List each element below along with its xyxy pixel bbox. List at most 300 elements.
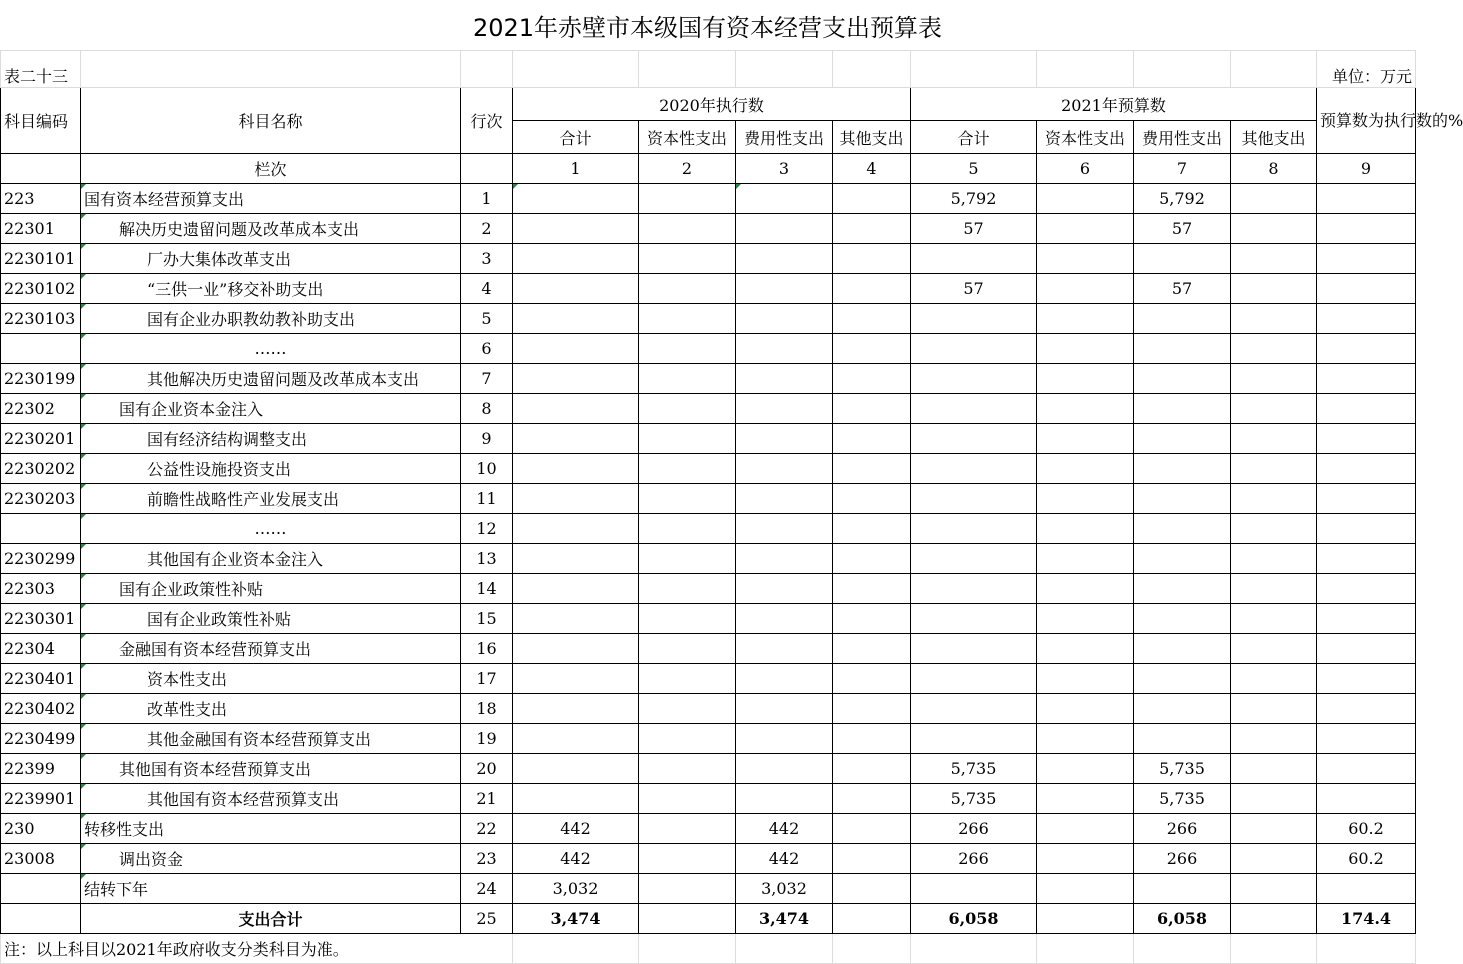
cell-2020-expense[interactable] xyxy=(736,334,833,364)
cell-ratio[interactable]: 60.2 xyxy=(1317,814,1416,844)
cell-2021-other[interactable] xyxy=(1231,574,1317,604)
subject-code[interactable]: 2230402 xyxy=(1,694,81,724)
cell-2020-total[interactable] xyxy=(513,574,639,604)
cell-2021-capital[interactable] xyxy=(1037,754,1134,784)
cell-ratio[interactable] xyxy=(1317,484,1416,514)
row-number[interactable]: 11 xyxy=(461,484,513,514)
subject-name[interactable]: 转移性支出 xyxy=(81,814,461,844)
subject-name[interactable]: 改革性支出 xyxy=(81,694,461,724)
cell-2020-other[interactable] xyxy=(833,304,911,334)
cell-2021-other[interactable] xyxy=(1231,184,1317,214)
cell-2021-total[interactable] xyxy=(911,244,1037,274)
cell-2020-capital[interactable] xyxy=(639,214,736,244)
subject-name[interactable]: …… xyxy=(81,334,461,364)
cell-2020-other[interactable] xyxy=(833,394,911,424)
subject-name[interactable]: 公益性设施投资支出 xyxy=(81,454,461,484)
cell-2020-expense[interactable] xyxy=(736,724,833,754)
subject-code[interactable]: 2230102 xyxy=(1,274,81,304)
total-2020-capital[interactable] xyxy=(639,904,736,934)
cell-2020-other[interactable] xyxy=(833,814,911,844)
total-2021-total[interactable]: 6,058 xyxy=(911,904,1037,934)
cell-2020-expense[interactable]: 442 xyxy=(736,844,833,874)
cell-2020-expense[interactable] xyxy=(736,304,833,334)
cell-2020-capital[interactable] xyxy=(639,664,736,694)
row-number[interactable]: 17 xyxy=(461,664,513,694)
cell-2020-capital[interactable] xyxy=(639,814,736,844)
cell-2021-other[interactable] xyxy=(1231,724,1317,754)
cell-2020-total[interactable]: 3,032 xyxy=(513,874,639,904)
cell-2021-expense[interactable] xyxy=(1134,484,1231,514)
cell-2020-other[interactable] xyxy=(833,244,911,274)
subject-code[interactable]: 2230201 xyxy=(1,424,81,454)
subject-name[interactable]: 其他金融国有资本经营预算支出 xyxy=(81,724,461,754)
subject-name[interactable]: 国有资本经营预算支出 xyxy=(81,184,461,214)
cell-ratio[interactable] xyxy=(1317,694,1416,724)
cell-2020-capital[interactable] xyxy=(639,364,736,394)
cell-ratio[interactable] xyxy=(1317,364,1416,394)
cell-2021-other[interactable] xyxy=(1231,214,1317,244)
cell-2020-total[interactable] xyxy=(513,784,639,814)
subject-code[interactable]: 223 xyxy=(1,184,81,214)
subject-code[interactable]: 23008 xyxy=(1,844,81,874)
subject-code[interactable] xyxy=(1,874,81,904)
cell-2020-total[interactable]: 442 xyxy=(513,844,639,874)
subject-code[interactable]: 2230401 xyxy=(1,664,81,694)
cell-2021-total[interactable] xyxy=(911,334,1037,364)
cell-2021-capital[interactable] xyxy=(1037,394,1134,424)
cell-2020-expense[interactable] xyxy=(736,664,833,694)
cell-ratio[interactable] xyxy=(1317,334,1416,364)
cell-ratio[interactable] xyxy=(1317,274,1416,304)
cell-2020-capital[interactable] xyxy=(639,304,736,334)
cell-2021-capital[interactable] xyxy=(1037,424,1134,454)
cell-2021-capital[interactable] xyxy=(1037,604,1134,634)
total-ratio[interactable]: 174.4 xyxy=(1317,904,1416,934)
subject-name[interactable]: 国有企业资本金注入 xyxy=(81,394,461,424)
row-number[interactable]: 14 xyxy=(461,574,513,604)
cell-2020-expense[interactable] xyxy=(736,244,833,274)
cell-2020-capital[interactable] xyxy=(639,874,736,904)
total-2020-other[interactable] xyxy=(833,904,911,934)
row-number[interactable]: 13 xyxy=(461,544,513,574)
cell-2021-total[interactable] xyxy=(911,484,1037,514)
cell-ratio[interactable] xyxy=(1317,754,1416,784)
cell-2020-total[interactable] xyxy=(513,334,639,364)
row-number[interactable]: 6 xyxy=(461,334,513,364)
subject-name[interactable]: 结转下年 xyxy=(81,874,461,904)
cell-2021-capital[interactable] xyxy=(1037,544,1134,574)
row-number[interactable]: 2 xyxy=(461,214,513,244)
cell-2021-other[interactable] xyxy=(1231,244,1317,274)
cell-2021-other[interactable] xyxy=(1231,874,1317,904)
cell-2020-other[interactable] xyxy=(833,664,911,694)
cell-2021-other[interactable] xyxy=(1231,544,1317,574)
cell-2020-other[interactable] xyxy=(833,484,911,514)
cell-2021-expense[interactable] xyxy=(1134,604,1231,634)
cell-2021-total[interactable] xyxy=(911,544,1037,574)
row-number[interactable]: 10 xyxy=(461,454,513,484)
subject-name[interactable]: 其他国有资本经营预算支出 xyxy=(81,754,461,784)
cell-2021-expense[interactable]: 266 xyxy=(1134,844,1231,874)
cell-2021-other[interactable] xyxy=(1231,334,1317,364)
cell-2021-capital[interactable] xyxy=(1037,364,1134,394)
cell-2021-expense[interactable] xyxy=(1134,304,1231,334)
cell-2020-capital[interactable] xyxy=(639,724,736,754)
cell-2020-capital[interactable] xyxy=(639,394,736,424)
cell-2020-total[interactable] xyxy=(513,454,639,484)
cell-2020-capital[interactable] xyxy=(639,184,736,214)
cell-2021-capital[interactable] xyxy=(1037,244,1134,274)
cell-2021-other[interactable] xyxy=(1231,694,1317,724)
total-2021-other[interactable] xyxy=(1231,904,1317,934)
cell-2020-capital[interactable] xyxy=(639,514,736,544)
row-number[interactable]: 7 xyxy=(461,364,513,394)
cell-2021-total[interactable]: 5,792 xyxy=(911,184,1037,214)
cell-2020-total[interactable] xyxy=(513,514,639,544)
cell-2020-other[interactable] xyxy=(833,424,911,454)
subject-name[interactable]: 国有经济结构调整支出 xyxy=(81,424,461,454)
cell-2020-other[interactable] xyxy=(833,724,911,754)
cell-2020-expense[interactable] xyxy=(736,544,833,574)
cell-ratio[interactable] xyxy=(1317,304,1416,334)
cell-2020-other[interactable] xyxy=(833,274,911,304)
row-number[interactable]: 3 xyxy=(461,244,513,274)
subject-name[interactable]: …… xyxy=(81,514,461,544)
cell-2020-other[interactable] xyxy=(833,574,911,604)
cell-2021-expense[interactable] xyxy=(1134,334,1231,364)
row-number[interactable]: 15 xyxy=(461,604,513,634)
cell-2021-capital[interactable] xyxy=(1037,454,1134,484)
cell-ratio[interactable] xyxy=(1317,394,1416,424)
subject-code[interactable]: 2230202 xyxy=(1,454,81,484)
cell-2021-expense[interactable] xyxy=(1134,544,1231,574)
header-2020-total: 合计 xyxy=(513,121,639,154)
cell-2021-expense[interactable] xyxy=(1134,694,1231,724)
cell-2020-total[interactable] xyxy=(513,724,639,754)
subject-code[interactable]: 22304 xyxy=(1,634,81,664)
row-number[interactable]: 24 xyxy=(461,874,513,904)
cell-ratio[interactable] xyxy=(1317,454,1416,484)
cell-2020-other[interactable] xyxy=(833,634,911,664)
cell-2020-expense[interactable] xyxy=(736,394,833,424)
cell-2020-expense[interactable] xyxy=(736,424,833,454)
subject-code[interactable]: 2230101 xyxy=(1,244,81,274)
cell-2021-expense[interactable]: 57 xyxy=(1134,274,1231,304)
cell-2020-other[interactable] xyxy=(833,874,911,904)
cell-2020-expense[interactable] xyxy=(736,754,833,784)
subject-name[interactable]: 其他国有资本经营预算支出 xyxy=(81,784,461,814)
cell-2021-capital[interactable] xyxy=(1037,514,1134,544)
cell-2020-total[interactable] xyxy=(513,544,639,574)
cell-2020-expense[interactable] xyxy=(736,604,833,634)
subject-code[interactable] xyxy=(1,514,81,544)
cell-2020-total[interactable] xyxy=(513,754,639,784)
row-number[interactable]: 20 xyxy=(461,754,513,784)
cell-2021-capital[interactable] xyxy=(1037,304,1134,334)
cell-2020-capital[interactable] xyxy=(639,604,736,634)
cell-2020-capital[interactable] xyxy=(639,754,736,784)
cell-2021-capital[interactable] xyxy=(1037,274,1134,304)
cell-2020-capital[interactable] xyxy=(639,334,736,364)
cell-2021-other[interactable] xyxy=(1231,364,1317,394)
row-number[interactable]: 21 xyxy=(461,784,513,814)
cell-2021-total[interactable] xyxy=(911,604,1037,634)
cell-2021-capital[interactable] xyxy=(1037,814,1134,844)
cell-2021-expense[interactable] xyxy=(1134,424,1231,454)
subject-name[interactable]: “三供一业”移交补助支出 xyxy=(81,274,461,304)
cell-2020-other[interactable] xyxy=(833,544,911,574)
cell-2020-total[interactable] xyxy=(513,274,639,304)
cell-2020-total[interactable] xyxy=(513,694,639,724)
subject-name[interactable]: 国有企业办职教幼教补助支出 xyxy=(81,304,461,334)
cell-2021-total[interactable] xyxy=(911,424,1037,454)
cell-2021-expense[interactable] xyxy=(1134,364,1231,394)
cell-ratio[interactable] xyxy=(1317,634,1416,664)
cell-2020-other[interactable] xyxy=(833,514,911,544)
cell-2021-other[interactable] xyxy=(1231,844,1317,874)
cell-2020-expense[interactable]: 3,032 xyxy=(736,874,833,904)
cell-ratio[interactable] xyxy=(1317,214,1416,244)
cell-2021-expense[interactable] xyxy=(1134,724,1231,754)
cell-ratio[interactable] xyxy=(1317,784,1416,814)
cell-ratio[interactable] xyxy=(1317,244,1416,274)
cell-2020-expense[interactable] xyxy=(736,784,833,814)
cell-2021-expense[interactable] xyxy=(1134,394,1231,424)
cell-2021-expense[interactable] xyxy=(1134,454,1231,484)
header-2021-other: 其他支出 xyxy=(1231,121,1317,154)
cell-2021-total[interactable]: 5,735 xyxy=(911,754,1037,784)
row-number[interactable]: 12 xyxy=(461,514,513,544)
cell-2021-capital[interactable] xyxy=(1037,694,1134,724)
subject-code[interactable]: 2239901 xyxy=(1,784,81,814)
cell-2020-total[interactable] xyxy=(513,424,639,454)
cell-2020-other[interactable] xyxy=(833,844,911,874)
cell-2020-capital[interactable] xyxy=(639,274,736,304)
row-number[interactable]: 19 xyxy=(461,724,513,754)
cell-2020-other[interactable] xyxy=(833,604,911,634)
subject-name[interactable]: 前瞻性战略性产业发展支出 xyxy=(81,484,461,514)
cell-2021-total[interactable] xyxy=(911,304,1037,334)
cell-2020-expense[interactable] xyxy=(736,454,833,484)
cell-2021-total[interactable] xyxy=(911,724,1037,754)
cell-2020-expense[interactable] xyxy=(736,184,833,214)
cell-2021-expense[interactable] xyxy=(1134,514,1231,544)
subject-code[interactable]: 22302 xyxy=(1,394,81,424)
subject-name[interactable]: 其他国有企业资本金注入 xyxy=(81,544,461,574)
cell-2020-total[interactable]: 442 xyxy=(513,814,639,844)
subject-code[interactable]: 22303 xyxy=(1,574,81,604)
cell-2021-other[interactable] xyxy=(1231,454,1317,484)
row-number[interactable]: 9 xyxy=(461,424,513,454)
cell-2020-total[interactable] xyxy=(513,364,639,394)
cell-2020-capital[interactable] xyxy=(639,784,736,814)
cell-2021-capital[interactable] xyxy=(1037,724,1134,754)
cell-2021-other[interactable] xyxy=(1231,784,1317,814)
cell-ratio[interactable] xyxy=(1317,544,1416,574)
subject-code[interactable]: 230 xyxy=(1,814,81,844)
total-2021-capital[interactable] xyxy=(1037,904,1134,934)
subject-name[interactable]: 解决历史遗留问题及改革成本支出 xyxy=(81,214,461,244)
cell-2020-total[interactable] xyxy=(513,484,639,514)
cell-2021-capital[interactable] xyxy=(1037,334,1134,364)
cell-2020-capital[interactable] xyxy=(639,244,736,274)
cell-2020-capital[interactable] xyxy=(639,844,736,874)
row-number[interactable]: 5 xyxy=(461,304,513,334)
cell-2020-other[interactable] xyxy=(833,454,911,484)
cell-2021-total[interactable] xyxy=(911,574,1037,604)
cell-2021-capital[interactable] xyxy=(1037,184,1134,214)
cell-2020-expense[interactable] xyxy=(736,274,833,304)
cell-2020-capital[interactable] xyxy=(639,424,736,454)
cell-2021-other[interactable] xyxy=(1231,604,1317,634)
cell-2020-expense[interactable] xyxy=(736,484,833,514)
subject-name[interactable]: 国有企业政策性补贴 xyxy=(81,574,461,604)
cell-2020-total[interactable] xyxy=(513,634,639,664)
row-number[interactable]: 18 xyxy=(461,694,513,724)
cell-2021-capital[interactable] xyxy=(1037,214,1134,244)
row-number[interactable]: 22 xyxy=(461,814,513,844)
cell-2020-other[interactable] xyxy=(833,214,911,244)
cell-2020-total[interactable] xyxy=(513,184,639,214)
cell-2021-expense[interactable]: 266 xyxy=(1134,814,1231,844)
subject-code[interactable]: 2230499 xyxy=(1,724,81,754)
cell-ratio[interactable] xyxy=(1317,184,1416,214)
cell-2021-total[interactable] xyxy=(911,634,1037,664)
cell-2021-total[interactable] xyxy=(911,514,1037,544)
cell-2020-other[interactable] xyxy=(833,364,911,394)
total-2021-expense[interactable]: 6,058 xyxy=(1134,904,1231,934)
cell-2021-other[interactable] xyxy=(1231,634,1317,664)
cell-ratio[interactable] xyxy=(1317,664,1416,694)
cell-2021-expense[interactable] xyxy=(1134,634,1231,664)
cell-2021-capital[interactable] xyxy=(1037,874,1134,904)
col-num: 5 xyxy=(911,154,1037,184)
cell-ratio[interactable]: 60.2 xyxy=(1317,844,1416,874)
cell-2020-expense[interactable] xyxy=(736,214,833,244)
cell-2020-expense[interactable]: 442 xyxy=(736,814,833,844)
cell-2021-other[interactable] xyxy=(1231,664,1317,694)
cell-2020-expense[interactable] xyxy=(736,364,833,394)
cell-2020-other[interactable] xyxy=(833,184,911,214)
cell-2020-total[interactable] xyxy=(513,214,639,244)
cell-2021-total[interactable] xyxy=(911,394,1037,424)
cell-2020-total[interactable] xyxy=(513,604,639,634)
row-number[interactable]: 4 xyxy=(461,274,513,304)
cell-2021-other[interactable] xyxy=(1231,424,1317,454)
cell-ratio[interactable] xyxy=(1317,574,1416,604)
cell-2021-expense[interactable]: 5,735 xyxy=(1134,754,1231,784)
cell-ratio[interactable] xyxy=(1317,424,1416,454)
subject-code[interactable]: 2230299 xyxy=(1,544,81,574)
cell-2021-expense[interactable] xyxy=(1134,244,1231,274)
subject-name[interactable]: 调出资金 xyxy=(81,844,461,874)
cell-2020-expense[interactable] xyxy=(736,634,833,664)
subject-name[interactable]: 金融国有资本经营预算支出 xyxy=(81,634,461,664)
cell-2021-total[interactable] xyxy=(911,364,1037,394)
cell-2021-other[interactable] xyxy=(1231,394,1317,424)
cell-2021-expense[interactable]: 5,792 xyxy=(1134,184,1231,214)
subject-code[interactable] xyxy=(1,334,81,364)
subject-name[interactable]: 厂办大集体改革支出 xyxy=(81,244,461,274)
cell-2020-total[interactable] xyxy=(513,304,639,334)
cell-2021-total[interactable]: 57 xyxy=(911,274,1037,304)
subject-code[interactable]: 2230203 xyxy=(1,484,81,514)
subject-name[interactable]: 资本性支出 xyxy=(81,664,461,694)
cell-2020-total[interactable] xyxy=(513,664,639,694)
cell-2021-total[interactable] xyxy=(911,454,1037,484)
cell-2021-capital[interactable] xyxy=(1037,634,1134,664)
cell-2021-capital[interactable] xyxy=(1037,844,1134,874)
subject-code[interactable]: 2230301 xyxy=(1,604,81,634)
cell-2020-total[interactable] xyxy=(513,244,639,274)
cell-2021-capital[interactable] xyxy=(1037,784,1134,814)
cell-2020-capital[interactable] xyxy=(639,694,736,724)
cell-2020-expense[interactable] xyxy=(736,514,833,544)
cell-2021-expense[interactable]: 5,735 xyxy=(1134,784,1231,814)
subject-code[interactable]: 2230103 xyxy=(1,304,81,334)
cell-2020-other[interactable] xyxy=(833,784,911,814)
cell-ratio[interactable] xyxy=(1317,604,1416,634)
cell-2021-capital[interactable] xyxy=(1037,484,1134,514)
cell-2021-total[interactable]: 266 xyxy=(911,814,1037,844)
cell-2020-capital[interactable] xyxy=(639,484,736,514)
cell-2021-other[interactable] xyxy=(1231,514,1317,544)
row-number[interactable]: 23 xyxy=(461,844,513,874)
cell-2021-expense[interactable] xyxy=(1134,574,1231,604)
total-2020-expense[interactable]: 3,474 xyxy=(736,904,833,934)
row-number[interactable]: 8 xyxy=(461,394,513,424)
cell-2020-capital[interactable] xyxy=(639,574,736,604)
cell-2021-total[interactable]: 57 xyxy=(911,214,1037,244)
cell-2021-other[interactable] xyxy=(1231,814,1317,844)
cell-2021-other[interactable] xyxy=(1231,274,1317,304)
cell-ratio[interactable] xyxy=(1317,514,1416,544)
cell-2021-other[interactable] xyxy=(1231,484,1317,514)
cell-2020-other[interactable] xyxy=(833,754,911,784)
cell-2021-expense[interactable] xyxy=(1134,664,1231,694)
cell-2021-other[interactable] xyxy=(1231,304,1317,334)
cell-2021-expense[interactable] xyxy=(1134,874,1231,904)
cell-2020-expense[interactable] xyxy=(736,694,833,724)
cell-2020-other[interactable] xyxy=(833,694,911,724)
cell-2021-total[interactable]: 266 xyxy=(911,844,1037,874)
cell-ratio[interactable] xyxy=(1317,724,1416,754)
total-2020-total[interactable]: 3,474 xyxy=(513,904,639,934)
cell-2021-total[interactable] xyxy=(911,874,1037,904)
cell-2020-expense[interactable] xyxy=(736,574,833,604)
cell-2020-capital[interactable] xyxy=(639,454,736,484)
cell-2020-capital[interactable] xyxy=(639,634,736,664)
row-number[interactable]: 16 xyxy=(461,634,513,664)
cell-2021-total[interactable] xyxy=(911,694,1037,724)
cell-2020-other[interactable] xyxy=(833,334,911,364)
cell-2020-total[interactable] xyxy=(513,394,639,424)
cell-2021-expense[interactable]: 57 xyxy=(1134,214,1231,244)
subject-name[interactable]: 其他解决历史遗留问题及改革成本支出 xyxy=(81,364,461,394)
cell-2021-capital[interactable] xyxy=(1037,574,1134,604)
cell-2020-capital[interactable] xyxy=(639,544,736,574)
cell-2021-total[interactable]: 5,735 xyxy=(911,784,1037,814)
subject-code[interactable]: 2230199 xyxy=(1,364,81,394)
cell-2021-other[interactable] xyxy=(1231,754,1317,784)
row-number[interactable]: 1 xyxy=(461,184,513,214)
cell-2021-total[interactable] xyxy=(911,664,1037,694)
cell-ratio[interactable] xyxy=(1317,874,1416,904)
subject-code[interactable]: 22399 xyxy=(1,754,81,784)
cell-2021-capital[interactable] xyxy=(1037,664,1134,694)
subject-code[interactable]: 22301 xyxy=(1,214,81,244)
subject-name[interactable]: 国有企业政策性补贴 xyxy=(81,604,461,634)
